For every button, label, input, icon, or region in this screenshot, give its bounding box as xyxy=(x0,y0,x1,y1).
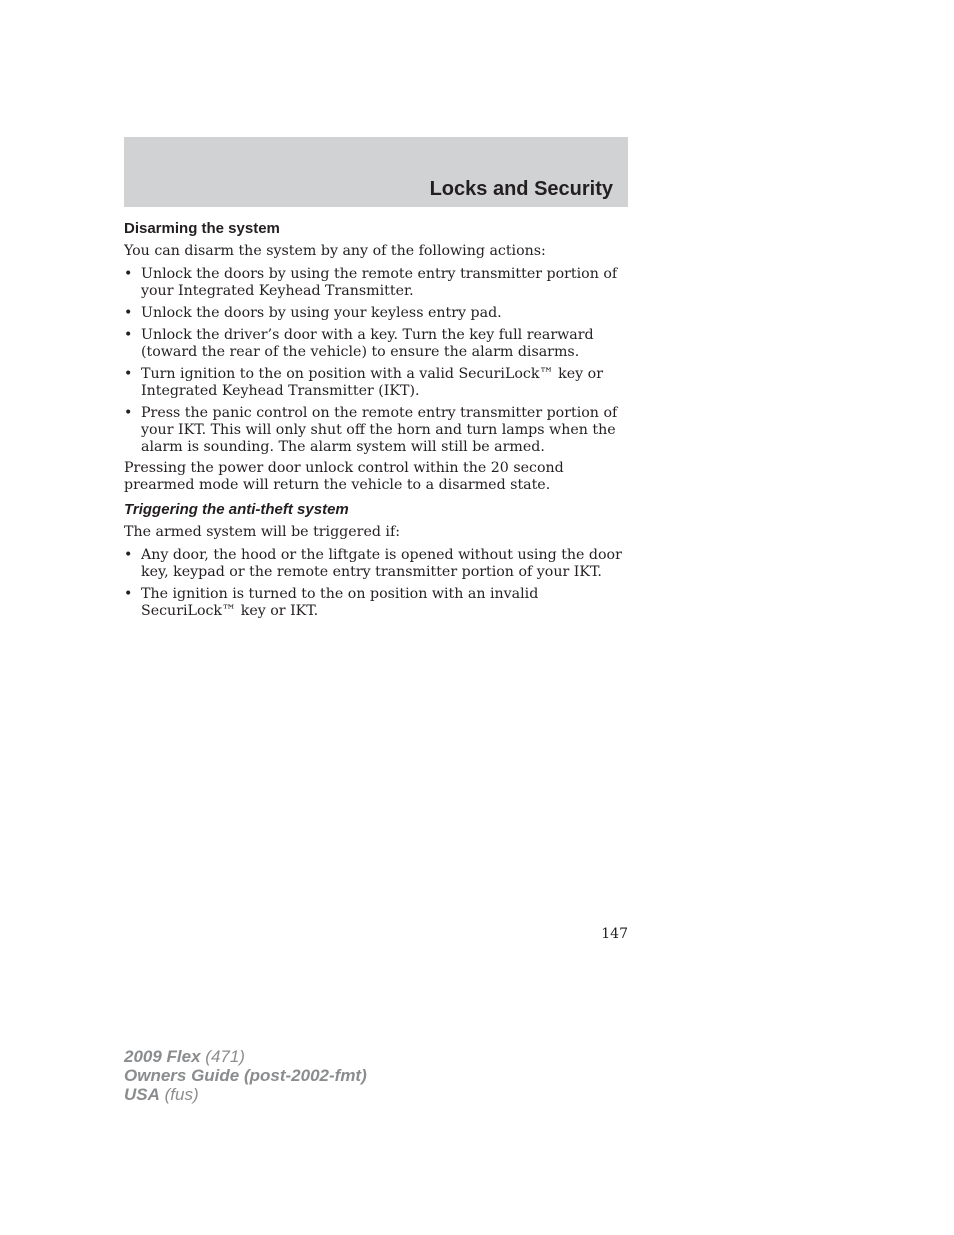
bullet-icon: • xyxy=(124,266,133,282)
bullet-icon: • xyxy=(124,405,133,421)
footer-line-model: 2009 Flex (471) xyxy=(124,1047,245,1066)
page-content xyxy=(124,220,624,625)
list-item: • Press the panic control on the remote entry transmitter portion of your IKT. This will only shut off the horn and turn lamps when the alarm is sounding. The alarm system will still be armed. xyxy=(124,405,618,455)
list-item: • Unlock the doors by using the remote entry transmitter portion of your Integrated Keyhead Transmitter. xyxy=(124,266,618,299)
triggering-list xyxy=(124,547,624,620)
section-header-band xyxy=(124,137,628,207)
list-item: • The ignition is turned to the on position with an invalid SecuriLock™ key or IKT. xyxy=(124,586,539,619)
bullet-icon: • xyxy=(124,366,133,382)
list-item: • Turn ignition to the on position with a valid SecuriLock™ key or Integrated Keyhead Transmitter (IKT). xyxy=(124,366,604,399)
disarming-list xyxy=(124,266,624,456)
footer-line-guide: Owners Guide (post-2002-fmt) xyxy=(124,1066,367,1085)
footer-imprint xyxy=(124,1047,367,1104)
bullet-icon: • xyxy=(124,327,133,343)
list-item: • Unlock the doors by using your keyless entry pad. xyxy=(124,305,502,321)
list-item: • Any door, the hood or the liftgate is opened without using the door key, keypad or the remote entry transmitter portion of your IKT. xyxy=(124,547,622,580)
section-title: Locks and Security xyxy=(429,178,613,200)
heading-triggering: Triggering the anti-theft system xyxy=(124,501,349,518)
disarming-closing: Pressing the power door unlock control within the 20 second prearmed mode will return the vehicle to a disarmed state. xyxy=(124,460,564,493)
list-item: • Unlock the driver’s door with a key. Turn the key full rearward (toward the rear of the vehicle) to ensure the alarm disarms. xyxy=(124,327,594,360)
disarming-intro: You can disarm the system by any of the following actions: xyxy=(124,243,546,259)
heading-disarming: Disarming the system xyxy=(124,220,280,237)
triggering-intro: The armed system will be triggered if: xyxy=(124,524,400,540)
bullet-icon: • xyxy=(124,305,133,321)
bullet-icon: • xyxy=(124,586,133,602)
page-number: 147 xyxy=(601,926,628,942)
footer-line-market: USA (fus) xyxy=(124,1085,199,1104)
bullet-icon: • xyxy=(124,547,133,563)
